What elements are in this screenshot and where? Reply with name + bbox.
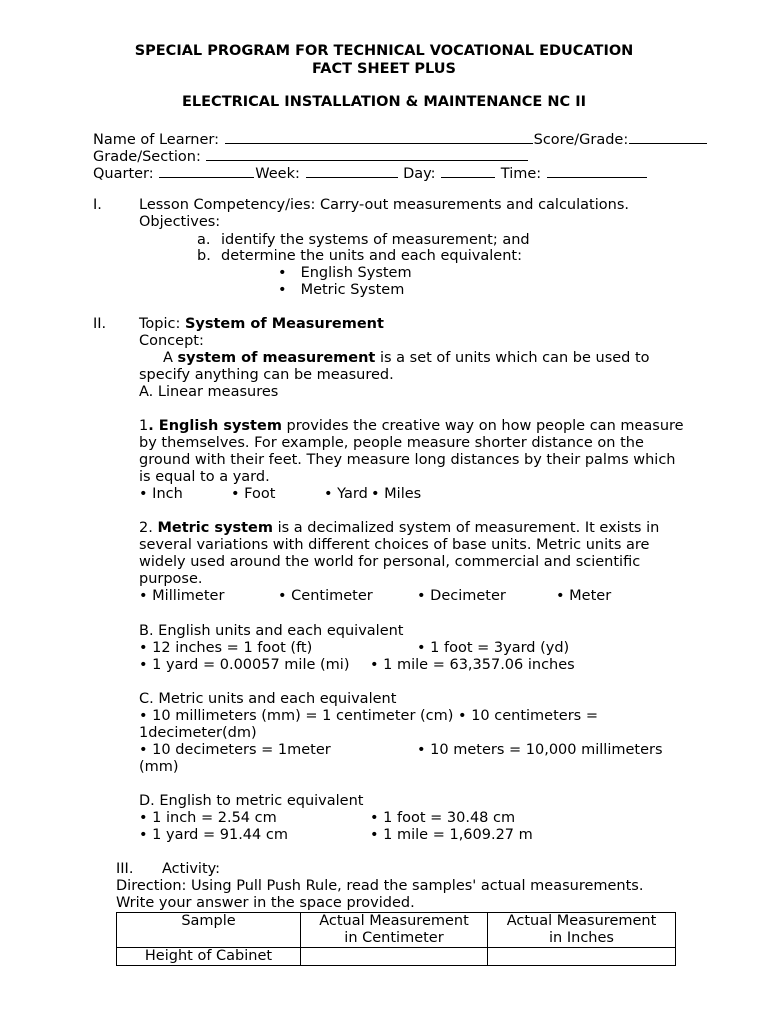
objective-b: determine the units and each equivalent:	[221, 248, 522, 264]
program-title: SPECIAL PROGRAM FOR TECHNICAL VOCATIONAL EDUCATION	[134, 43, 634, 59]
grade-section-label: Grade/Section:	[93, 149, 201, 165]
metric-system-line-4: purpose.	[139, 571, 203, 587]
conversion-item: • 1 yard = 91.44 cm	[139, 827, 288, 843]
concept-line-2: specify anything can be measured.	[139, 367, 394, 383]
objective-b-marker: b.	[197, 248, 211, 264]
objectives-label: Objectives:	[139, 214, 221, 230]
lesson-competency: Lesson Competency/ies: Carry-out measurements and calculations.	[139, 197, 629, 213]
metric-unit-meter: • Meter	[556, 588, 612, 604]
metric-equivalent: • 10 meters = 10,000 millimeters	[417, 742, 663, 758]
fact-sheet-title: FACT SHEET PLUS	[312, 61, 456, 77]
english-equivalent: • 1 yard = 0.00057 mile (mi)	[139, 657, 350, 673]
linear-measures-heading: A. Linear measures	[139, 384, 279, 400]
bullet-icon: •	[278, 282, 287, 298]
quarter-line	[93, 163, 648, 183]
quarter-label: Quarter:	[93, 166, 154, 182]
metric-units-heading: C. Metric units and each equivalent	[139, 691, 397, 707]
week-blank[interactable]	[306, 163, 398, 178]
sample-cell: Height of Cabinet	[117, 948, 301, 966]
metric-equivalent: 1decimeter(dm)	[139, 725, 257, 741]
conversion-item: • 1 inch = 2.54 cm	[139, 810, 277, 826]
concept-label: Concept:	[139, 333, 204, 349]
activity-table	[116, 912, 676, 966]
direction-line-2: Write your answer in the space provided.	[116, 895, 415, 911]
time-label: Time:	[500, 166, 542, 182]
score-label: Score/Grade:	[533, 132, 629, 148]
english-equivalent: • 1 mile = 63,357.06 inches	[370, 657, 575, 673]
objective-a: identify the systems of measurement; and	[221, 232, 530, 248]
english-system-line-2: by themselves. For example, people measure shorter distance on the	[139, 435, 644, 451]
metric-equivalent: • 10 decimeters = 1meter	[139, 742, 331, 758]
concept-line-1: A system of measurement is a set of units which can be used to	[163, 350, 650, 366]
metric-unit-millimeter: • Millimeter	[139, 588, 225, 604]
english-unit-miles: • Miles	[371, 486, 422, 502]
english-unit-foot: • Foot	[231, 486, 276, 502]
answer-cm-cell[interactable]	[301, 948, 488, 966]
day-label: Day:	[403, 166, 436, 182]
english-units-heading: B. English units and each equivalent	[139, 623, 404, 639]
metric-unit-centimeter: • Centimeter	[278, 588, 373, 604]
metric-equivalent: • 10 millimeters (mm) = 1 centimeter (cm) • 10 centimeters =	[139, 708, 598, 724]
name-blank[interactable]	[225, 129, 533, 144]
day-blank[interactable]	[441, 163, 495, 178]
topic-title: System of Measurement	[184, 316, 384, 332]
quarter-blank[interactable]	[159, 163, 254, 178]
direction-line-1: Direction: Using Pull Push Rule, read the samples' actual measurements.	[116, 878, 644, 894]
activity-label: Activity:	[162, 861, 221, 877]
bullet-metric-system: • Metric System	[278, 282, 405, 298]
metric-unit-decimeter: • Decimeter	[417, 588, 506, 604]
answer-in-cell[interactable]	[488, 948, 676, 966]
objective-a-marker: a.	[197, 232, 211, 248]
week-label: Week:	[255, 166, 300, 182]
section-i-numeral: I.	[93, 197, 102, 213]
topic-line: Topic: System of Measurement	[139, 316, 384, 332]
bullet-english-system: • English System	[278, 265, 412, 281]
score-blank[interactable]	[629, 129, 707, 144]
course-title: ELECTRICAL INSTALLATION & MAINTENANCE NC II	[182, 94, 586, 110]
metric-equivalent: (mm)	[139, 759, 179, 775]
metric-system-line-3: widely used around the world for personal, commercial and scientific	[139, 554, 641, 570]
english-system-line-4: is equal to a yard.	[139, 469, 270, 485]
metric-system-line-1: 2. Metric system is a decimalized system of measurement. It exists in	[139, 520, 660, 536]
header-actual-in: Actual Measurement in Inches	[488, 913, 676, 948]
metric-system-line-2: several variations with different choices of base units. Metric units are	[139, 537, 650, 553]
section-ii-numeral: II.	[93, 316, 107, 332]
english-system-line-3: ground with their feet. They measure long distances by their palms which	[139, 452, 676, 468]
time-blank[interactable]	[547, 163, 647, 178]
english-to-metric-heading: D. English to metric equivalent	[139, 793, 364, 809]
english-equivalent: • 12 inches = 1 foot (ft)	[139, 640, 313, 656]
header-actual-cm: Actual Measurement in Centimeter	[301, 913, 488, 948]
english-unit-inch: • Inch	[139, 486, 183, 502]
grade-section-blank[interactable]	[206, 146, 528, 161]
header-sample: Sample	[117, 913, 301, 948]
english-system-line-1: 1. English system provides the creative way on how people can measure	[139, 418, 684, 434]
conversion-item: • 1 mile = 1,609.27 m	[370, 827, 533, 843]
name-label: Name of Learner:	[93, 132, 220, 148]
english-equivalent: • 1 foot = 3yard (yd)	[417, 640, 570, 656]
table-header-row	[117, 913, 676, 948]
conversion-item: • 1 foot = 30.48 cm	[370, 810, 516, 826]
section-iii-numeral: III.	[116, 861, 134, 877]
table-row	[117, 948, 676, 966]
bullet-icon: •	[278, 265, 287, 281]
english-unit-yard: • Yard	[324, 486, 368, 502]
